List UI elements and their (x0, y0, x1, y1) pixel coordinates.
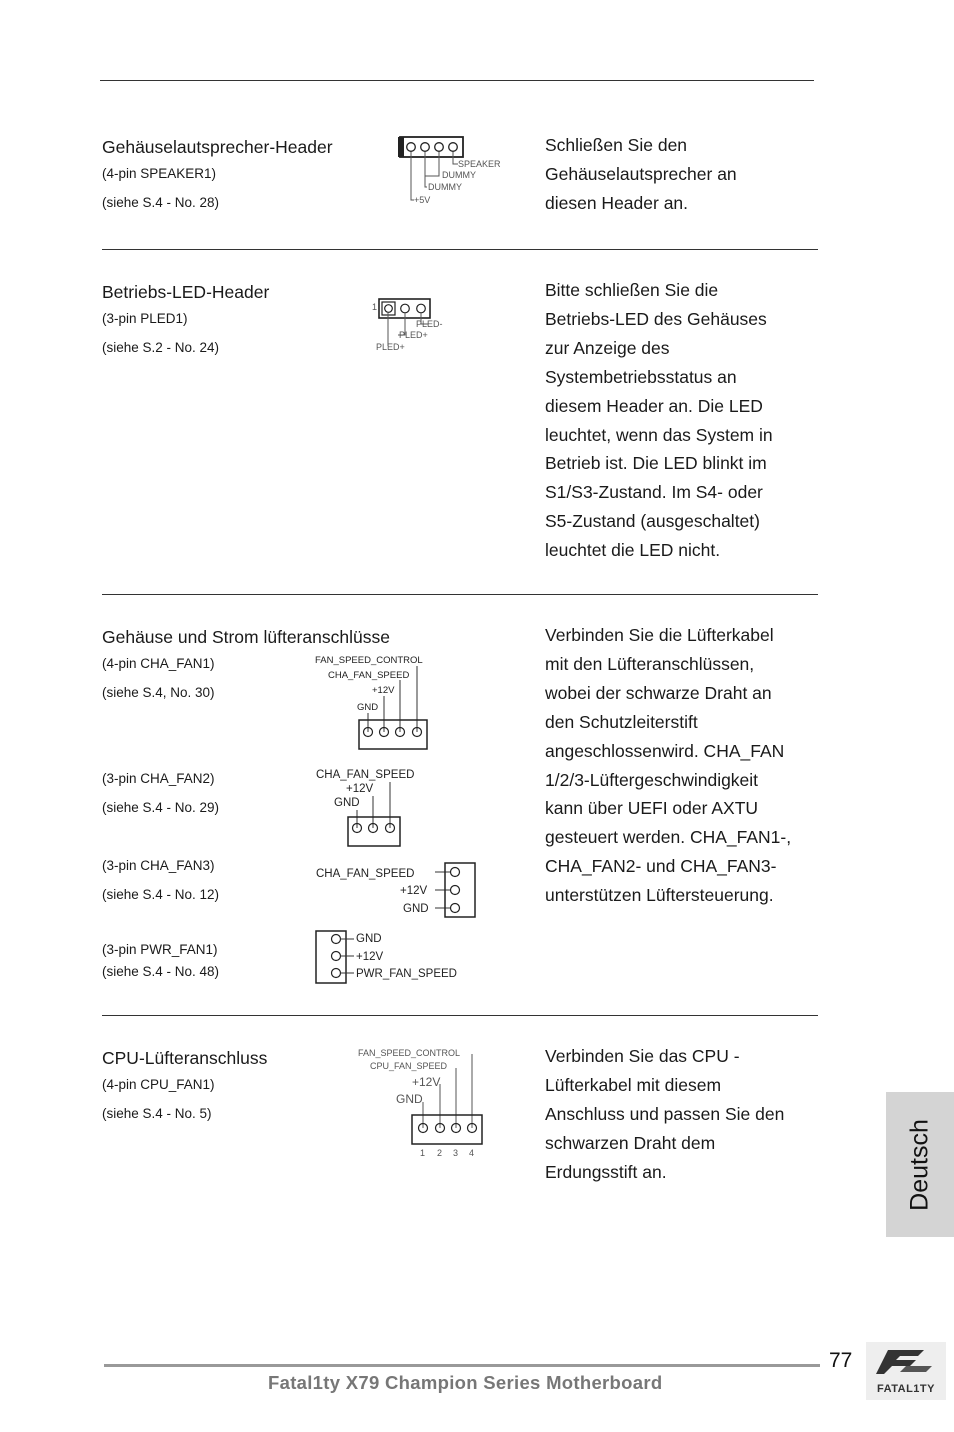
cpu-fan-pin-4: 4 (469, 1148, 475, 1158)
cha-fan1-label-control: FAN_SPEED_CONTROL (315, 655, 423, 666)
cha-fan2-label-12v: +12V (346, 783, 374, 795)
cpu-fan-diagram (352, 1044, 492, 1160)
cpu-fan-pin-2: 2 (437, 1148, 443, 1158)
cha-fan2-sub-1: (3-pin CHA_FAN2) (102, 771, 215, 786)
cha-fan3-diagram (310, 860, 480, 920)
pled-header-diagram (368, 294, 458, 354)
section-title-pled: Betriebs-LED-Header (102, 282, 270, 302)
section-sub-speaker-1: (4-pin SPEAKER1) (102, 166, 217, 181)
footer-title: Fatal1ty X79 Champion Series Motherboard (268, 1372, 663, 1393)
pwr-fan1-label-gnd: GND (356, 933, 382, 945)
pwr-fan1-sub-1: (3-pin PWR_FAN1) (102, 942, 218, 957)
section-desc-speaker: Schließen Sie den Gehäuselautsprecher an diesen Header an. (545, 135, 737, 213)
cpu-fan-pin-1: 1 (420, 1148, 426, 1158)
dummy-pin-label-2: DUMMY (428, 182, 462, 192)
cha-fan1-sub-2: (siehe S.4, No. 30) (102, 685, 215, 700)
section-desc-pled: Bitte schließen Sie die Betriebs-LED des Gehäuses zur Anzeige des Systembetriebsstatus an diesem Header an. Die LED leuchtet, wenn das System in Betrieb ist. Die LED blinkt im S1/S3-Zustand. Im S4- oder S5-Zustand (ausgeschaltet) leuchtet die LED nicht. (545, 280, 773, 561)
section-sub-cpu-fan-1: (4-pin CPU_FAN1) (102, 1077, 215, 1092)
section-title-fans: Gehäuse und Strom lüfteranschlüsse (102, 627, 390, 647)
cha-fan1-sub-1: (4-pin CHA_FAN1) (102, 656, 215, 671)
pled-plus-label-1: PLED+ (399, 330, 428, 340)
cha-fan2-label-gnd: GND (334, 797, 360, 809)
pwr-fan1-label-12v: +12V (356, 951, 384, 963)
page-number: 77 (829, 1349, 853, 1372)
section-divider-2 (102, 594, 818, 595)
language-side-tab (886, 1092, 954, 1237)
cha-fan1-label-gnd: GND (357, 702, 379, 713)
cpu-fan-label-control: FAN_SPEED_CONTROL (358, 1048, 461, 1058)
section-sub-cpu-fan-2: (siehe S.4 - No. 5) (102, 1106, 212, 1121)
cha-fan3-label-12v: +12V (400, 885, 428, 897)
dummy-pin-label-1: DUMMY (442, 170, 476, 180)
cha-fan1-label-12v: +12V (372, 685, 395, 696)
cpu-fan-label-gnd: GND (396, 1092, 423, 1106)
cha-fan2-label-speed: CHA_FAN_SPEED (316, 769, 415, 781)
cpu-fan-label-12v: +12V (412, 1075, 441, 1089)
plus5v-pin-label: +5V (414, 195, 431, 205)
fatal1ty-logo (866, 1342, 946, 1400)
cha-fan1-label-speed: CHA_FAN_SPEED (328, 670, 410, 681)
pwr-fan1-sub-2: (siehe S.4 - No. 48) (102, 964, 220, 979)
section-sub-speaker-2: (siehe S.4 - No. 28) (102, 195, 220, 210)
section-divider-3 (102, 1015, 818, 1016)
section-desc-fans: Verbinden Sie die Lüfterkabel mit den Lüfteranschlüssen, wobei der schwarze Draht an den Schutzleiterstift angeschlossenwird. CHA_FAN 1/2/3-Lüftergeschwindigkeit kann über UEFI oder AXTU gesteuert werden. CHA_FAN1-, CHA_FAN2- und CHA_FAN3- unterstützen Lüftersteuerung. (545, 625, 792, 906)
section-divider-1 (102, 249, 818, 250)
cha-fan3-sub-1: (3-pin CHA_FAN3) (102, 858, 215, 873)
cha-fan3-sub-2: (siehe S.4 - No. 12) (102, 887, 220, 902)
language-label: Deutsch (905, 1118, 934, 1211)
section-sub-pled-1: (3-pin PLED1) (102, 311, 188, 326)
cha-fan2-diagram (310, 763, 450, 853)
fatal1ty-logo-text: FATAL1TY (877, 1383, 935, 1395)
cha-fan1-diagram (300, 650, 450, 756)
pwr-fan1-label-speed: PWR_FAN_SPEED (356, 968, 457, 980)
fatal1ty-logo-mark-icon (866, 1342, 946, 1400)
footer-rule (104, 1364, 820, 1367)
pled-minus-label: PLED- (416, 319, 443, 329)
top-rule (100, 80, 814, 81)
cha-fan3-label-gnd: GND (403, 903, 429, 915)
section-title-cpu-fan: CPU-Lüfteranschluss (102, 1048, 268, 1068)
pwr-fan1-diagram (312, 928, 482, 986)
pled-pin1-label: 1 (372, 302, 378, 312)
section-title-speaker: Gehäuselautsprecher-Header (102, 137, 333, 157)
cha-fan2-sub-2: (siehe S.4 - No. 29) (102, 800, 220, 815)
section-desc-cpu-fan: Verbinden Sie das CPU - Lüfterkabel mit diesem Anschluss und passen Sie den schwarzen Draht dem Erdungsstift an. (545, 1046, 785, 1182)
section-sub-pled-2: (siehe S.2 - No. 24) (102, 340, 220, 355)
pled-plus-label-2: PLED+ (376, 342, 405, 352)
cpu-fan-label-speed: CPU_FAN_SPEED (370, 1061, 448, 1071)
cha-fan3-label-speed: CHA_FAN_SPEED (316, 868, 415, 880)
speaker-header-diagram (392, 132, 504, 212)
speaker-pin-label: SPEAKER (458, 159, 501, 169)
cpu-fan-pin-3: 3 (453, 1148, 459, 1158)
